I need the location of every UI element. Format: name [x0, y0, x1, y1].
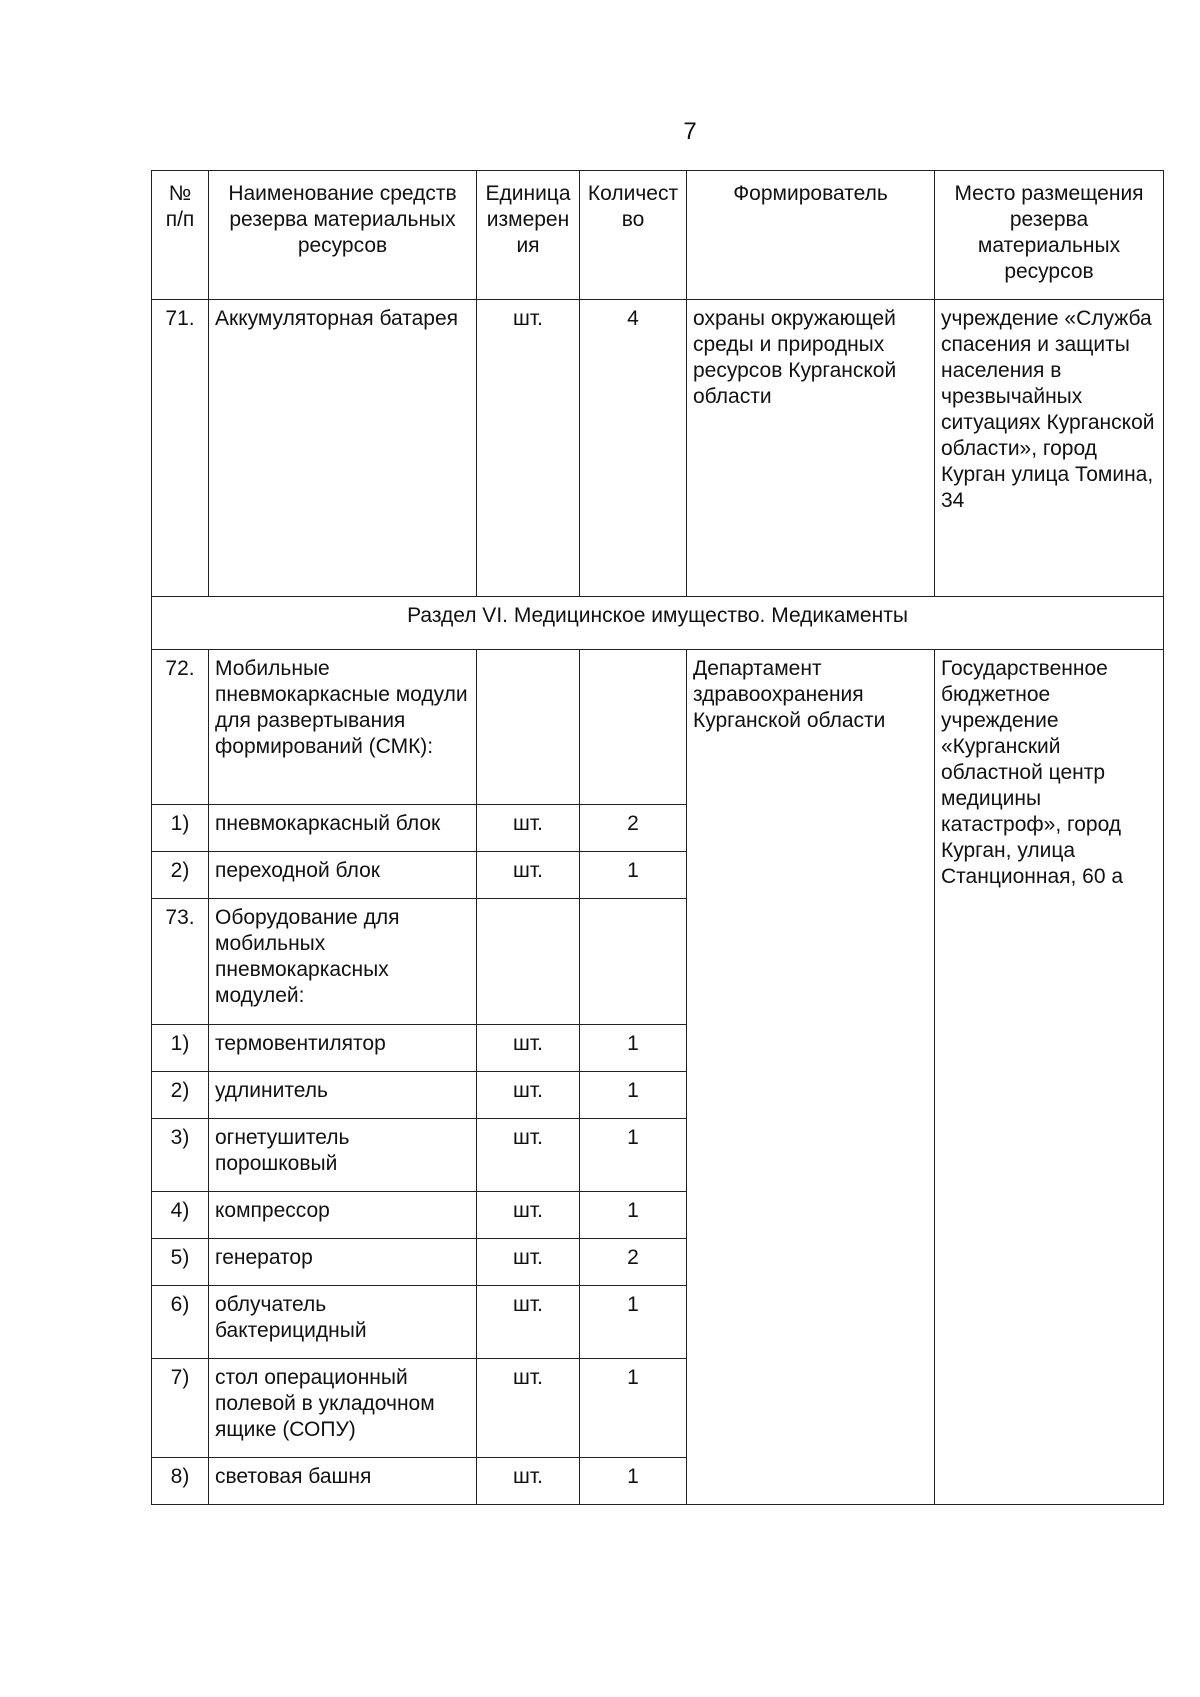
item-name: световая башня	[209, 1458, 477, 1505]
row-number: 73.	[152, 899, 209, 1025]
item-name: облучатель бактерицидный	[209, 1286, 477, 1359]
item-qty: 1	[580, 1119, 687, 1192]
item-unit: шт.	[477, 1239, 580, 1286]
item-place: учреждение «Служба спасения и защиты населения в чрезвычайных ситуациях Курганской области», город Курган улица Томина, 34	[935, 300, 1164, 597]
item-unit	[477, 650, 580, 805]
item-name: генератор	[209, 1239, 477, 1286]
section-row	[152, 597, 1164, 650]
item-unit: шт.	[477, 1072, 580, 1119]
row-number: 1)	[152, 1025, 209, 1072]
item-qty: 1	[580, 1072, 687, 1119]
header-qty: Количест во	[580, 171, 687, 300]
row-number: 7)	[152, 1359, 209, 1458]
item-qty	[580, 650, 687, 805]
table-header-row	[152, 171, 1164, 300]
item-name: Мобильные пневмокаркасные модули для развертывания формирований (СМК):	[209, 650, 477, 805]
item-name: Аккумуляторная батарея	[209, 300, 477, 597]
item-former: Департамент здравоохранения Курганской области	[687, 650, 935, 1505]
item-qty: 1	[580, 1286, 687, 1359]
item-unit: шт.	[477, 1119, 580, 1192]
item-name: пневмокаркасный блок	[209, 805, 477, 852]
item-qty	[580, 899, 687, 1025]
row-number: 2)	[152, 852, 209, 899]
row-number: 71.	[152, 300, 209, 597]
item-former: охраны окружающей среды и природных ресурсов Курганской области	[687, 300, 935, 597]
item-name: огнетушитель порошковый	[209, 1119, 477, 1192]
item-name: компрессор	[209, 1192, 477, 1239]
page-number: 7	[683, 118, 697, 145]
row-number: 72.	[152, 650, 209, 805]
row-number: 5)	[152, 1239, 209, 1286]
header-place: Место размещения резерва материальных ресурсов	[935, 171, 1164, 300]
row-number: 4)	[152, 1192, 209, 1239]
item-qty: 4	[580, 300, 687, 597]
table-row	[152, 650, 1164, 805]
row-number: 8)	[152, 1458, 209, 1505]
item-unit: шт.	[477, 300, 580, 597]
item-name: стол операционный полевой в укладочном ящике (СОПУ)	[209, 1359, 477, 1458]
row-number: 2)	[152, 1072, 209, 1119]
row-number: 6)	[152, 1286, 209, 1359]
item-name: удлинитель	[209, 1072, 477, 1119]
item-qty: 2	[580, 805, 687, 852]
item-qty: 1	[580, 1359, 687, 1458]
header-num: № п/п	[152, 171, 209, 300]
item-qty: 1	[580, 1458, 687, 1505]
item-name: Оборудование для мобильных пневмокаркасных модулей:	[209, 899, 477, 1025]
item-place: Государственное бюджетное учреждение «Курганский областной центр медицины катастроф», город Курган, улица Станционная, 60 а	[935, 650, 1164, 1505]
row-number: 3)	[152, 1119, 209, 1192]
item-unit	[477, 899, 580, 1025]
item-qty: 2	[580, 1239, 687, 1286]
item-unit: шт.	[477, 1359, 580, 1458]
item-qty: 1	[580, 852, 687, 899]
item-qty: 1	[580, 1025, 687, 1072]
header-former: Формирователь	[687, 171, 935, 300]
reserve-table	[151, 170, 1164, 1505]
item-qty: 1	[580, 1192, 687, 1239]
item-unit: шт.	[477, 805, 580, 852]
section-title: Раздел VI. Медицинское имущество. Медикаменты	[152, 597, 1164, 650]
header-unit: Единица измерен ия	[477, 171, 580, 300]
header-name: Наименование средств резерва материальных ресурсов	[209, 171, 477, 300]
item-unit: шт.	[477, 852, 580, 899]
item-name: переходной блок	[209, 852, 477, 899]
item-unit: шт.	[477, 1192, 580, 1239]
item-unit: шт.	[477, 1286, 580, 1359]
row-number: 1)	[152, 805, 209, 852]
item-name: термовентилятор	[209, 1025, 477, 1072]
item-unit: шт.	[477, 1458, 580, 1505]
item-unit: шт.	[477, 1025, 580, 1072]
table-row	[152, 300, 1164, 597]
